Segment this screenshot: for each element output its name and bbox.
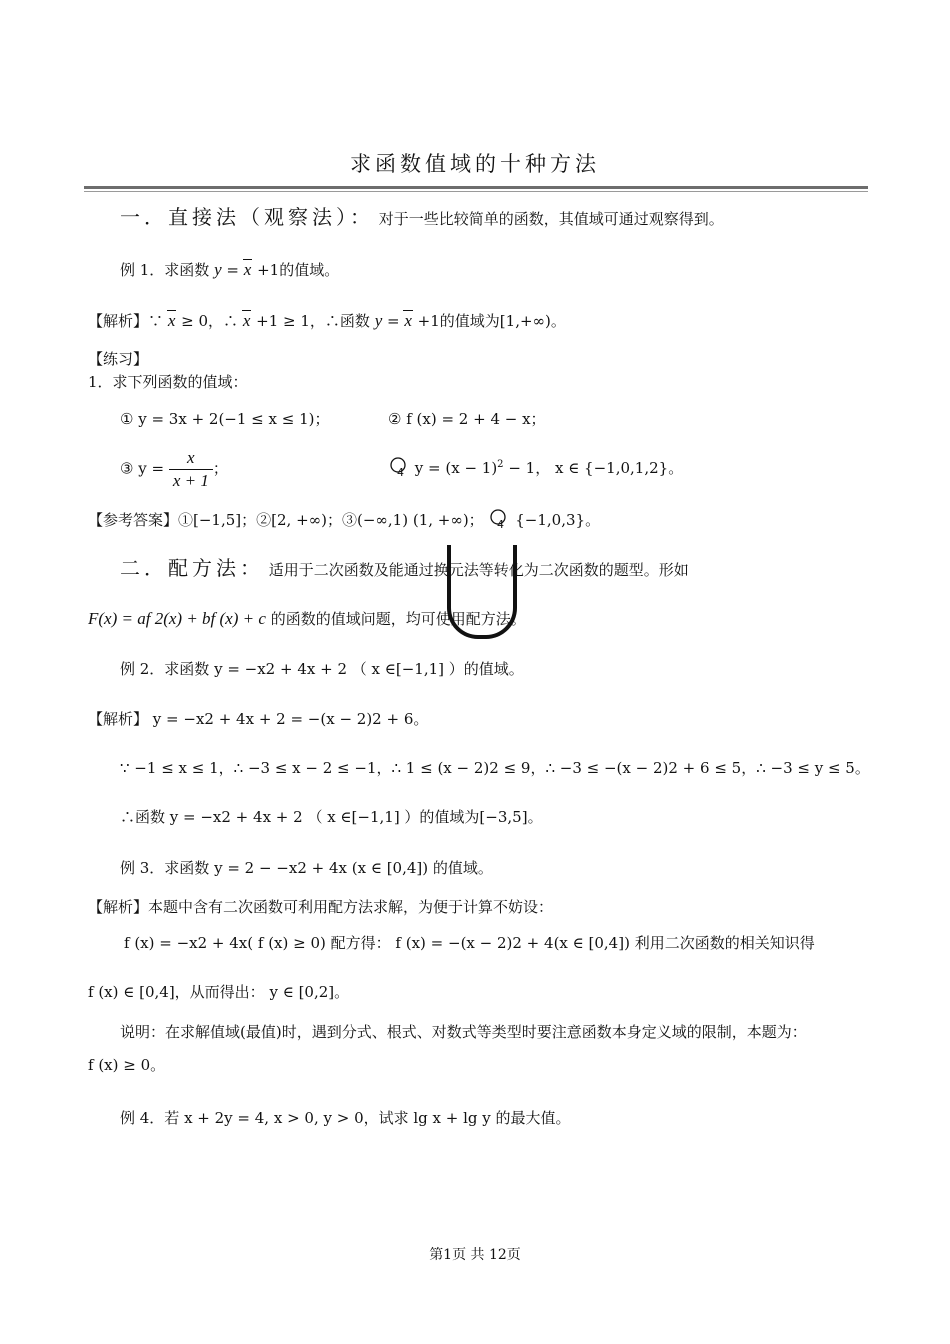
page-footer: 第1页 共 12页	[429, 1247, 521, 1263]
section-2-desc: 适用于二次函数及能通过换元法等转化为二次函数的题型。形如	[268, 561, 689, 579]
practice-question: 1．求下列函数的值域：	[88, 373, 248, 391]
section-2-heading: 二．配方法：	[120, 556, 264, 580]
page-title: 求函数值域的十种方法	[350, 152, 600, 176]
practice-item-1: ① y = 3x + 2(−1 ≤ x ≤ 1)；	[120, 410, 330, 428]
solution-2-conclusion: ∴函数 y = −x2 + 4x + 2 （ x ∈[−1,1] ）的值域为[−3,5]。	[120, 808, 543, 826]
solution-3-completing-square: f (x) = −x2 + 4x( f (x) ≥ 0) 配方得： f (x) = −(x − 2)2 + 4(x ∈ [0,4]) 利用二次函数的相关知识得	[124, 934, 815, 952]
practice-item-3: ③ y = $\frac{x}{x + 1}$ ；	[120, 448, 228, 490]
note: 说明：在求解值域(最值)时，遇到分式、根式、对数式等类型时要注意函数本身定义域的限制，本题为：	[120, 1023, 807, 1041]
range-result: [1,+∞)	[499, 312, 551, 330]
circled-four-icon	[488, 508, 510, 530]
title-rule	[84, 186, 868, 189]
svg-text:4: 4	[497, 518, 505, 530]
solution-3: 【解析】本题中含有二次函数可利用配方法求解，为便于计算不妨设：	[88, 898, 554, 916]
practice-item-4: 4 $y = (x - 1)^2 - 1$， x ∈ {−1,0,1,2}。	[388, 455, 683, 478]
solution-label: 【解析】	[88, 312, 149, 330]
svg-text:4: 4	[397, 466, 404, 478]
section-1-desc: 对于一些比较简单的函数，其值域可通过观察得到。	[378, 210, 724, 228]
form-formula: F(x) = af 2(x) + bf (x) + c 的函数的值域问题，均可使用配方法。	[88, 609, 526, 628]
sqrt-expression: x	[243, 260, 252, 279]
solution-3-result: f (x) ∈ [0,4]，从而得出： y ∈ [0,2]。	[88, 983, 350, 1001]
circled-four-icon	[388, 456, 410, 478]
solution-2-steps: ∵ −1 ≤ x ≤ 1，∴ −3 ≤ x − 2 ≤ −1，∴ 1 ≤ (x − 2)2 ≤ 9，∴ −3 ≤ −(x − 2)2 + 6 ≤ 5，∴ −3 ≤ y ≤ 5。	[120, 759, 870, 777]
example-2: 例 2．求函数 y = −x2 + 4x + 2 （ x ∈[−1,1] ）的值域。	[120, 660, 524, 678]
section-1-heading: 一．直接法（观察法）：	[120, 205, 374, 229]
fraction: $\frac{x}{x + 1}$	[169, 447, 213, 492]
example-4: 例 4．若 x + 2y = 4, x > 0, y > 0，试求 lg x + lg y 的最大值。	[120, 1109, 571, 1127]
section-1	[120, 207, 724, 229]
reference-answer: 【参考答案】①[−1,5]；②[2, +∞)；③(−∞,1) (1, +∞)； 4 {−1,0,3}。	[88, 508, 600, 530]
solution-1: 【解析】∵ x ≥ 0，∴ x +1 ≥ 1，∴函数 y = x +1的值域为[1,+∞)。	[88, 311, 566, 330]
example-1-formula: y	[214, 260, 222, 279]
section-2	[120, 558, 689, 580]
example-1-tail: 的值域。	[279, 261, 340, 279]
answer-label: 【参考答案】	[88, 511, 179, 529]
practice-item-2: ② f (x) = 2 + 4 − x；	[388, 410, 546, 428]
example-3: 例 3．求函数 y = 2 − −x2 + 4x (x ∈ [0,4]) 的值域。	[120, 859, 493, 877]
practice-label: 【练习】	[88, 350, 149, 368]
example-1-label: 例 1．求函数	[120, 261, 210, 279]
example-1: 例 1．求函数 y = x +1的值域。	[120, 260, 340, 279]
solution-2: 【解析】 y = −x2 + 4x + 2 = −(x − 2)2 + 6。	[88, 710, 429, 728]
note-condition: f (x) ≥ 0。	[88, 1056, 166, 1074]
title-rule-thin	[84, 191, 868, 192]
